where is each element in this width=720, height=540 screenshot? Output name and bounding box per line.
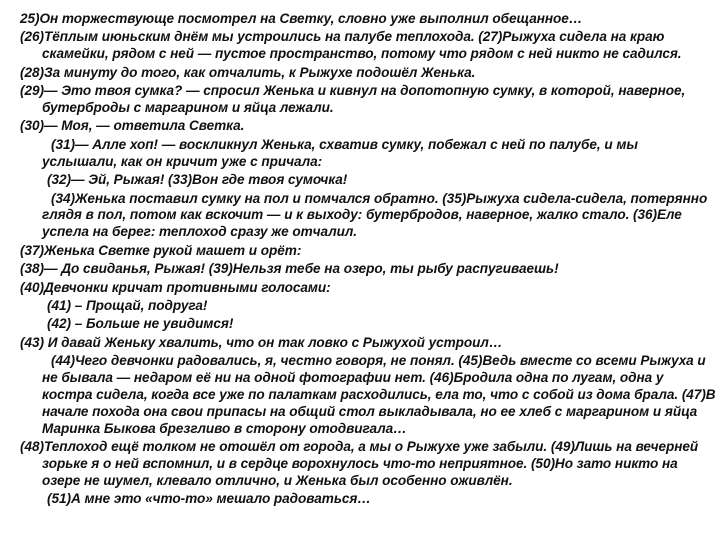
paragraph-30: (30)— Моя, — ответила Светка. [20, 118, 245, 134]
paragraph-42: (42) – Больше не увидимся! [47, 316, 234, 332]
story-text [20, 11, 716, 510]
paragraph-44-47: (44)Чего девчонки радовались, я, честно говоря, не понял. (45)Ведь вместе со всеми Рыжуха и не бывала — недаром её ни на одной фотографии нет. (46)Бродила одна по лугам, одна у костра сидела, когда все уже по палаткам расходились, ела то, что с собой из дома брала. (47)В начале похода она свои припасы на общий стол выкладывала, но ее хлеб с маргарином и яйца Маринка Быкова брезгливо в сторону отодвигала… [42, 353, 716, 436]
paragraph-51: (51)А мне это «что-то» мешало радоваться… [47, 491, 371, 507]
paragraph-26-27: (26)Тёплым июньским днём мы устроились на палубе теплохода. (27)Рыжуха сидела на краю скамейки, рядом с ней — пустое пространство, потому что рядом с ней никто не садился. [20, 29, 682, 62]
paragraph-40: (40)Девчонки кричат противными голосами: [20, 279, 331, 295]
paragraph-34-36: (34)Женька поставил сумку на пол и помчался обратно. (35)Рыжуха сидела-сидела, потерянно глядя в пол, потом как вскочит — и к выходу: бутербродов, наверное, жалко стало. (36)Еле успела на берег: теплоход сразу же отчалил. [42, 190, 708, 240]
paragraph-31: (31)— Алле хоп! — воскликнул Женька, схватив сумку, побежал с ней по палубе, и мы услышали, как он кричит уже с причала: [42, 136, 638, 169]
paragraph-41: (41) – Прощай, подруга! [47, 298, 208, 313]
paragraph-43: (43) И давай Женьку хвалить, что он так ловко с Рыжухой устроил… [20, 334, 503, 350]
paragraph-28: (28)За минуту до того, как отчалить, к Рыжухе подошёл Женька. [20, 64, 476, 80]
paragraph-29: (29)— Это твоя сумка? — спросил Женька и кивнул на допотопную сумку, в которой, наверное, бутерброды с маргарином и яйца лежали. [20, 83, 686, 116]
paragraph-25: 25)Он торжествующе посмотрел на Светку, словно уже выполнил обещанное… [20, 11, 583, 26]
paragraph-32-33: (32)— Эй, Рыжая! (33)Вон где твоя сумочка! [47, 172, 348, 188]
paragraph-38-39: (38)— До свиданья, Рыжая! (39)Нельзя тебе на озеро, ты рыбу распугиваешь! [20, 261, 559, 277]
paragraph-48-50: (48)Теплоход ещё толком не отошёл от города, а мы о Рыжухе уже забыли. (49)Лишь на вечерней зорьке я о ней вспомнил, и в сердце ворохнулось что-то неприятное. (50)Но зато никто на озере не шумел, клевало отлично, и Женька был особенно оживлён. [20, 439, 699, 489]
paragraph-37: (37)Женька Светке рукой машет и орёт: [20, 242, 302, 258]
